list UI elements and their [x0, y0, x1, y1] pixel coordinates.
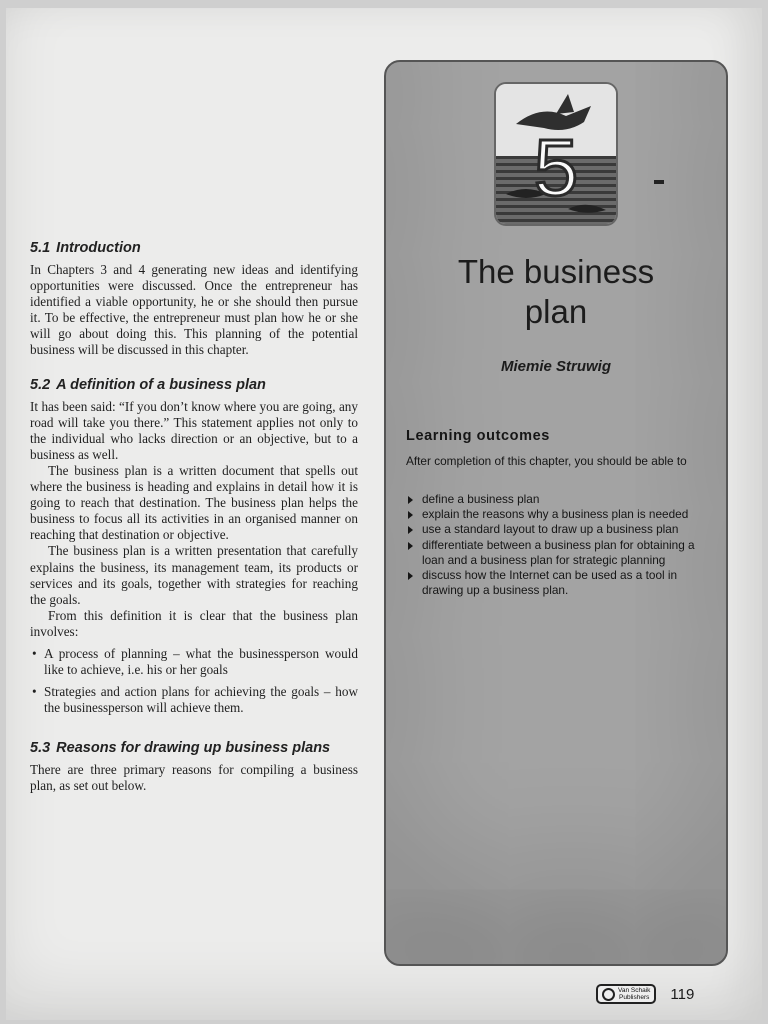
- chapter-panel: [384, 60, 728, 966]
- definition-paragraph: From this definition it is clear that the business plan involves:: [30, 607, 358, 639]
- chapter-badge: [494, 82, 618, 226]
- section-title: Introduction: [56, 240, 141, 256]
- chapter-author: Miemie Struwig: [500, 358, 612, 375]
- outcome-item: use a standard layout to draw up a business plan: [406, 522, 706, 537]
- outcome-item: discuss how the Internet can be used as a tool in drawing up a business plan.: [406, 568, 706, 598]
- chapter-number: 5: [533, 123, 579, 212]
- publisher-name: Van Schaik: [618, 987, 651, 994]
- learning-outcomes-intro: After completion of this chapter, you should be able to: [406, 454, 687, 468]
- publisher-logo-icon: [602, 988, 615, 1001]
- business-plan-bullets: [30, 646, 358, 716]
- outcome-item: explain the reasons why a business plan is needed: [406, 507, 706, 522]
- decorative-dash: [654, 180, 664, 184]
- definition-paragraph: It has been said: “If you don’t know where you are going, any road will take you there.” This statement applies not only to the individual who lacks direction or an objective, but to a business as well.: [30, 398, 358, 462]
- section-heading-5-3: [30, 740, 358, 756]
- reasons-paragraph: There are three primary reasons for compiling a business plan, as set out below.: [30, 762, 358, 794]
- learning-outcomes-list: [406, 492, 706, 598]
- section-number: 5.3: [30, 740, 51, 757]
- book-page: [6, 8, 762, 1020]
- chapter-title: [386, 252, 726, 332]
- learning-outcomes-heading: Learning outcomes: [406, 428, 550, 444]
- outcome-item: define a business plan: [406, 492, 706, 507]
- page-number: 119: [670, 985, 695, 1003]
- section-title: A definition of a business plan: [56, 376, 266, 393]
- section-heading-5-1: [30, 240, 358, 256]
- definition-paragraph: The business plan is a written document that spells out where the business is heading and explains in detail how it is going to reach that destination. The business plan helps the business to focus all its activities in an organised manner on reaching that destination or objective.: [30, 462, 358, 543]
- section-number: 5.2: [30, 376, 51, 393]
- publisher-name: Publishers: [619, 994, 650, 1001]
- definition-paragraph: The business plan is a written presentation that carefully explains the business, its management team, its products or services and its goals, together with strategies for reaching the goals.: [30, 543, 358, 607]
- left-column: [30, 240, 358, 795]
- outcome-item: differentiate between a business plan for obtaining a loan and a business plan for strategic planning: [406, 538, 706, 568]
- section-number: 5.1: [30, 240, 51, 256]
- intro-paragraph: In Chapters 3 and 4 generating new ideas and identifying opportunities were discussed. Once the entrepreneur has identified a viable opportunity, he or she should then pursue it. To be effective, the entrepreneur must plan how he or she will go about doing this. This planning of the potential business will be discussed in this chapter.: [30, 262, 358, 358]
- section-title: Reasons for drawing up business plans: [56, 740, 331, 757]
- page-footer: [596, 984, 694, 1004]
- bullet-item: • A process of planning – what the businessperson would like to achieve, i.e. his or her goals: [30, 646, 358, 678]
- chapter-title-line: plan: [524, 293, 588, 330]
- publisher-logo: [596, 984, 656, 1004]
- bullet-item: • Strategies and action plans for achieving the goals – how the businessperson will achieve them.: [30, 684, 358, 716]
- chapter-title-line: The business: [457, 253, 655, 290]
- section-heading-5-2: [30, 377, 358, 393]
